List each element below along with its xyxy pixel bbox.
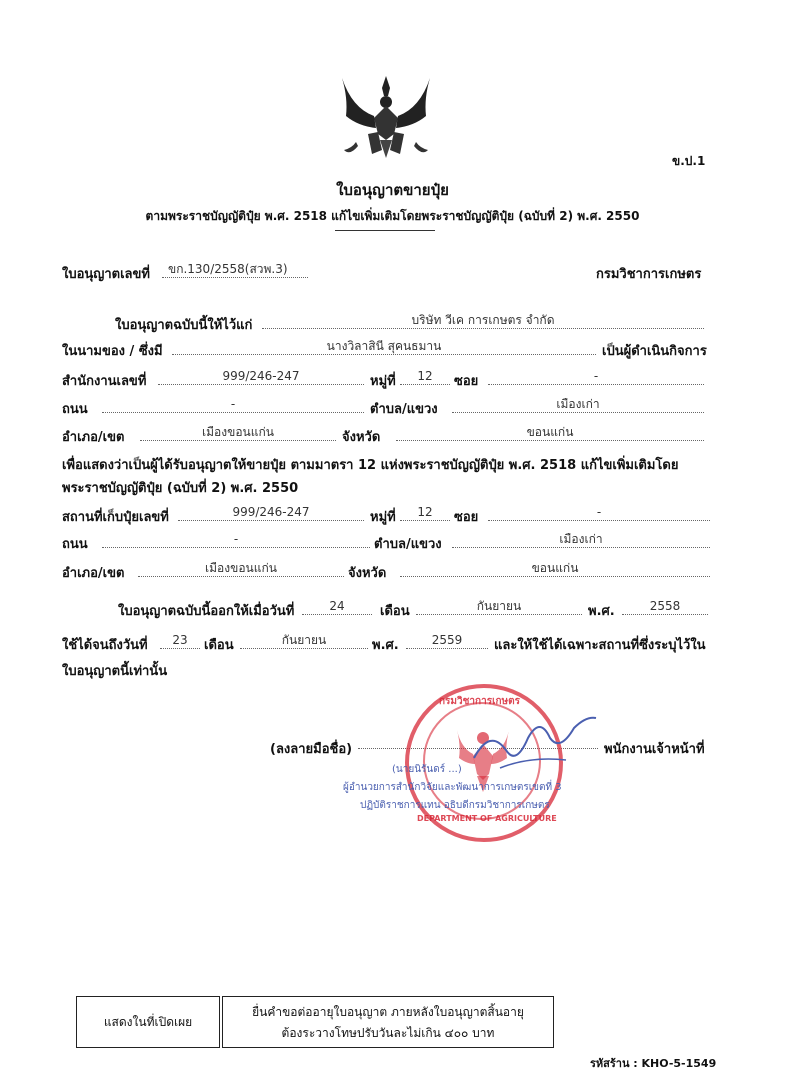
display-note-box: [76, 996, 220, 1048]
issue-month: กันยายน: [416, 598, 582, 615]
signer-position-1: ผู้อำนวยการสำนักวิจัยและพัฒนาการเกษตรเขตที่ 3: [343, 782, 562, 793]
storage-road: -: [102, 531, 370, 548]
document-subtitle: ตามพระราชบัญญัติปุ๋ย พ.ศ. 2518 แก้ไขเพิ่มเติมโดยพระราชบัญญัติปุ๋ย (ฉบับที่ 2) พ.ศ. 2550: [145, 209, 640, 223]
expiry-month-label: เดือน: [204, 638, 234, 653]
operator-name: นางวิลาสินี สุคนธมาน: [172, 338, 596, 355]
document-title: ใบอนุญาตขายปุ๋ย: [336, 181, 449, 199]
office-road: -: [102, 396, 364, 413]
on-behalf-label: ในนามของ / ซึ่งมี: [62, 344, 163, 359]
office-soi: -: [488, 368, 704, 385]
storage-province-label: จังหวัด: [348, 566, 387, 581]
storage-amphoe: เมืองขอนแก่น: [138, 560, 344, 577]
storage-tambon: เมืองเก่า: [452, 531, 710, 548]
office-soi-label: ซอย: [454, 374, 479, 389]
issue-day: 24: [302, 598, 372, 615]
license-number-label: ใบอนุญาตเลขที่: [62, 267, 150, 282]
office-road-label: ถนน: [62, 402, 88, 417]
storage-moo-label: หมู่ที่: [370, 510, 396, 525]
office-moo: 12: [400, 368, 450, 385]
expiry-month: กันยายน: [240, 632, 368, 649]
office-amphoe: เมืองขอนแก่น: [140, 424, 336, 441]
renewal-line-2: ต้องระวางโทษปรับวันละไม่เกิน ๔๐๐ บาท: [281, 1026, 495, 1040]
statement-line-2: พระราชบัญญัติปุ๋ย (ฉบับที่ 2) พ.ศ. 2550: [62, 481, 299, 496]
expiry-date-label: ใช้ได้จนถึงวันที่: [62, 638, 148, 653]
company-name: บริษัท วีเค การเกษตร จำกัด: [262, 312, 704, 329]
office-tambon-label: ตำบล/แขวง: [370, 402, 438, 417]
storage-moo: 12: [400, 504, 450, 521]
display-note: แสดงในที่เปิดเผย: [103, 1015, 193, 1029]
garuda-emblem: [338, 68, 434, 160]
license-number: ขก.130/2558(สวพ.3): [162, 261, 308, 278]
stamp-top-text: กรมวิชาการเกษตร: [439, 696, 521, 707]
storage-no: 999/246-247: [178, 504, 364, 521]
issue-month-label: เดือน: [380, 604, 410, 619]
issue-year: 2558: [622, 598, 708, 615]
office-amphoe-label: อำเภอ/เขต: [62, 430, 125, 445]
stamp-bottom-text: DEPARTMENT OF AGRICULTURE: [417, 814, 557, 823]
expiry-suffix: และให้ใช้ได้เฉพาะสถานที่ซึ่งระบุไว้ใน: [494, 638, 706, 653]
issue-year-label: พ.ศ.: [588, 604, 615, 619]
renewal-note-box: [222, 996, 554, 1048]
office-province-label: จังหวัด: [342, 430, 381, 445]
storage-no-label: สถานที่เก็บปุ๋ยเลขที่: [62, 510, 169, 525]
issue-date-label: ใบอนุญาตฉบับนี้ออกให้เมื่อวันที่: [118, 604, 295, 619]
office-province: ขอนแก่น: [396, 424, 704, 441]
expiry-year: 2559: [406, 632, 488, 649]
expiry-day: 23: [160, 632, 200, 649]
storage-road-label: ถนน: [62, 537, 88, 552]
officer-label: พนักงานเจ้าหน้าที่: [604, 742, 705, 757]
storage-soi-label: ซอย: [454, 510, 479, 525]
department-name: กรมวิชาการเกษตร: [596, 267, 702, 282]
office-moo-label: หมู่ที่: [370, 374, 396, 389]
form-code: ข.ป.1: [672, 154, 706, 168]
expiry-line-2: ใบอนุญาตนี้เท่านั้น: [62, 664, 168, 679]
title-underline: [335, 230, 435, 231]
office-no: 999/246-247: [158, 368, 364, 385]
signer-position-2: ปฏิบัติราชการแทน อธิบดีกรมวิชาการเกษตร: [360, 800, 550, 811]
operator-suffix: เป็นผู้ดำเนินกิจการ: [602, 344, 707, 359]
expiry-year-label: พ.ศ.: [372, 638, 399, 653]
office-no-label: สำนักงานเลขที่: [62, 374, 147, 389]
renewal-line-1: ยื่นคำขอต่ออายุใบอนุญาต ภายหลังใบอนุญาตสิ้นอายุ: [252, 1005, 524, 1019]
storage-soi: -: [488, 504, 710, 521]
office-tambon: เมืองเก่า: [452, 396, 704, 413]
storage-tambon-label: ตำบล/แขวง: [374, 537, 442, 552]
storage-province: ขอนแก่น: [400, 560, 710, 577]
issued-to-label: ใบอนุญาตฉบับนี้ให้ไว้แก่: [115, 318, 253, 333]
statement-line-1: เพื่อแสดงว่าเป็นผู้ได้รับอนุญาตให้ขายปุ๋ย ตามมาตรา 12 แห่งพระราชบัญญัติปุ๋ย พ.ศ. 2518 แก้ไขเพิ่มเติมโดย: [62, 458, 679, 473]
storage-amphoe-label: อำเภอ/เขต: [62, 566, 125, 581]
signer-name: (นายนิรันดร์ ...): [392, 764, 462, 775]
shop-code: รหัสร้าน : KHO-5-1549: [590, 1057, 717, 1070]
sign-label: (ลงลายมือชื่อ): [270, 742, 353, 757]
handwritten-signature: [470, 708, 600, 778]
